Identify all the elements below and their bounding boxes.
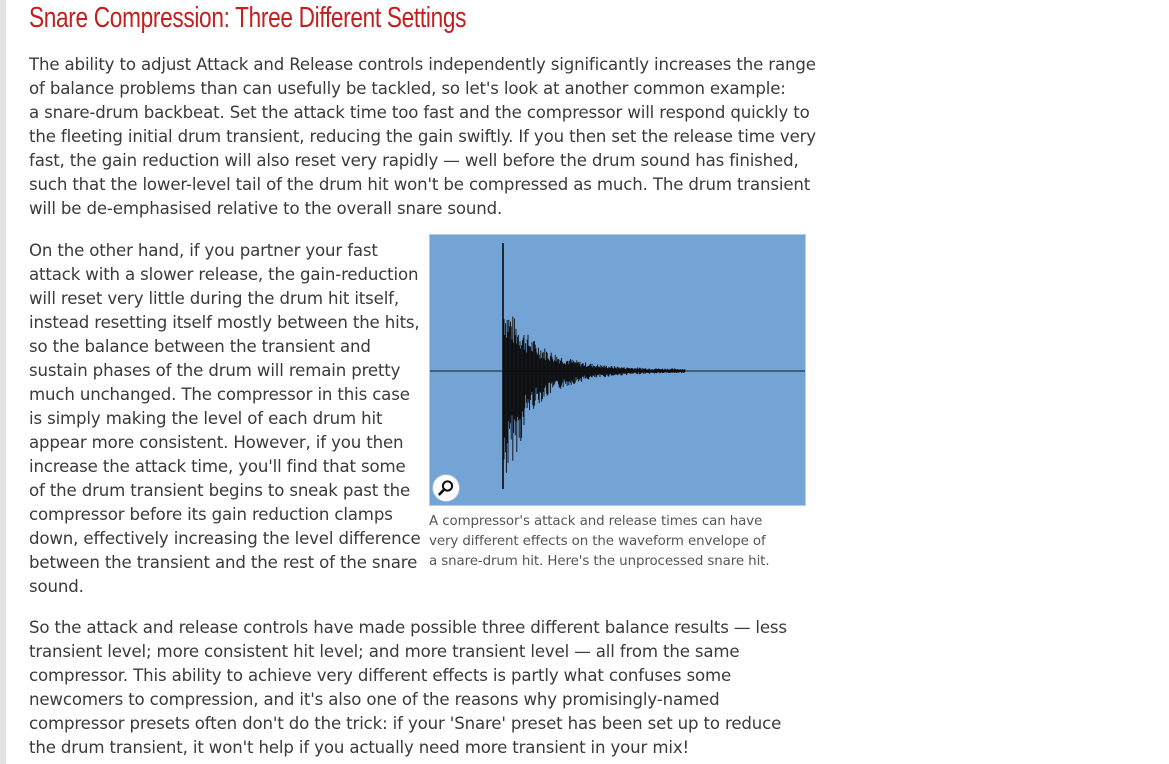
paragraph-line: newcomers to compression, and it's also one of the reasons why promisingly-named xyxy=(29,690,720,709)
figure-caption xyxy=(429,512,806,572)
paragraph-line: compressor before its gain reduction clamps xyxy=(29,505,393,524)
paragraph-line: of the drum transient begins to sneak past the xyxy=(29,481,411,500)
paragraph-line: transient level; more consistent hit level; and more transient level — all from the same xyxy=(29,642,740,661)
paragraph-line: attack with a slower release, the gain-reduction xyxy=(29,265,419,284)
paragraph-line: The ability to adjust Attack and Release controls independently significantly increases the range xyxy=(29,55,816,74)
article-heading: Snare Compression: Three Different Settings xyxy=(29,2,467,34)
magnifier-icon xyxy=(437,479,455,497)
paragraph-line: the drum transient, it won't help if you actually need more transient in your mix! xyxy=(29,738,689,757)
paragraph-line: compressor presets often don't do the trick: if your 'Snare' preset has been set up to reduce xyxy=(29,714,782,733)
page-left-border xyxy=(0,0,6,764)
paragraph-line: such that the lower-level tail of the drum hit won't be compressed as much. The drum transient xyxy=(29,175,811,194)
paragraph-line: is simply making the level of each drum hit xyxy=(29,409,383,428)
paragraph-line: between the transient and the rest of the snare xyxy=(29,553,418,572)
paragraph-3 xyxy=(29,616,787,760)
paragraph-2 xyxy=(29,239,421,599)
caption-line: very different effects on the waveform envelope of xyxy=(429,534,766,549)
snare-waveform xyxy=(430,235,806,506)
paragraph-line: appear more consistent. However, if you then xyxy=(29,433,404,452)
paragraph-line: sound. xyxy=(29,577,84,596)
paragraph-line: will be de-emphasised relative to the overall snare sound. xyxy=(29,199,503,218)
zoom-button[interactable] xyxy=(432,474,460,502)
paragraph-line: much unchanged. The compressor in this case xyxy=(29,385,410,404)
paragraph-line: of balance problems than can usefully be tackled, so let's look at another common example: xyxy=(29,79,786,98)
paragraph-line: down, effectively increasing the level difference xyxy=(29,529,421,548)
paragraph-1 xyxy=(29,53,816,221)
paragraph-line: increase the attack time, you'll find that some xyxy=(29,457,406,476)
paragraph-line: fast, the gain reduction will also reset very rapidly — well before the drum sound has finished, xyxy=(29,151,799,170)
waveform-envelope xyxy=(503,243,685,489)
paragraph-line: so the balance between the transient and xyxy=(29,337,371,356)
waveform-figure xyxy=(429,234,806,572)
paragraph-line: compressor. This ability to achieve very different effects is partly what confuses some xyxy=(29,666,732,685)
paragraph-line: On the other hand, if you partner your fast xyxy=(29,241,378,260)
caption-line: A compressor's attack and release times can have xyxy=(429,514,763,529)
caption-line: a snare-drum hit. Here's the unprocessed snare hit. xyxy=(429,554,770,569)
paragraph-line: instead resetting itself mostly between the hits, xyxy=(29,313,420,332)
paragraph-line: will reset very little during the drum hit itself, xyxy=(29,289,399,308)
paragraph-line: sustain phases of the drum will remain pretty xyxy=(29,361,401,380)
paragraph-line: So the attack and release controls have made possible three different balance results — less xyxy=(29,618,787,637)
paragraph-line: a snare-drum backbeat. Set the attack time too fast and the compressor will respond quickly to xyxy=(29,103,810,122)
waveform-image[interactable] xyxy=(429,234,806,506)
paragraph-line: the fleeting initial drum transient, reducing the gain swiftly. If you then set the release time very xyxy=(29,127,816,146)
